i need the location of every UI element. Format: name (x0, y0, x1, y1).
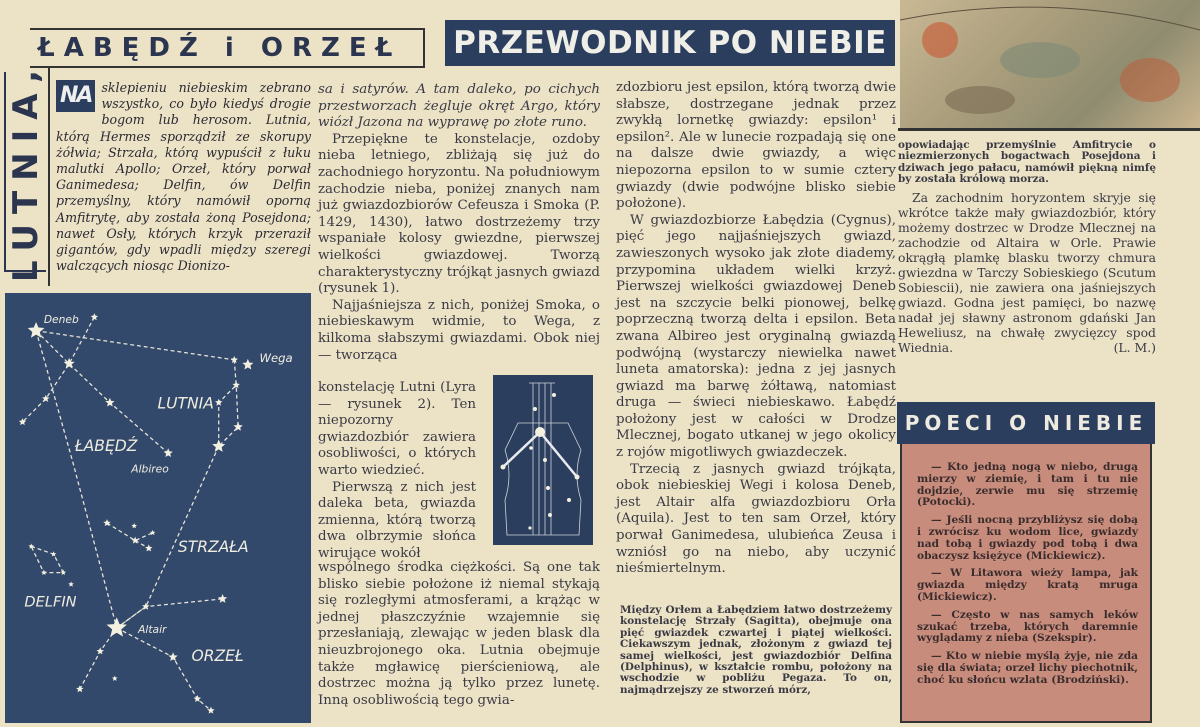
star-icon (131, 523, 137, 528)
star-icon (112, 676, 118, 681)
quote: — Jeśli nocną przybliżysz się dobą i zwrócisz ku wodom lice, gwiazdy nad tobą i gwiazdy pod tobą i dwa obaczysz księżyce (Mickiewicz). (917, 514, 1138, 562)
label-strzala: STRZAŁA (177, 538, 249, 557)
column-2-top (318, 82, 600, 364)
paragraph: Pierwszą z nich jest daleka beta, gwiazda zmienna, którą tworzą dwa olbrzymie słońca wirujące wokół (318, 479, 476, 561)
paragraph: wspólnego środka ciężkości. Są one tak blisko siebie położone iż niemal stykają się rozległymi atmosferami, a krążąc w jednej płaszczyźnie wzajemnie się przesłaniają, zlewając w jeden blask dla nieuzbrojonego oka. Lutnia obejmuje także mgławicę pierścieniową, ale dostrzec można ją tylko przez lunetę. Inną osobliwością tego gwia- (318, 560, 600, 708)
quote: — W Litawora wieży lampa, jak gwiazda między kratą mruga (Mickiewicz). (917, 567, 1138, 603)
star-icon (242, 359, 253, 370)
lyre-figure (493, 375, 593, 545)
star-icon (194, 695, 201, 702)
intro-continuation: sa i satyrów. A tam daleko, po cichych przestworzach żegluje okręt Argo, który wiózł Jazona na wyprawę po złote runo. (318, 82, 600, 131)
star-icon (68, 581, 74, 586)
paragraph: Trzecią z jasnych gwiazd trójkąta, obok niebieskiej Wegi i kolosa Deneb, jest Altair alfa gwiazdozbioru Orła (Aquila). Jest to ten sam Orzeł, który porwał Ganimedesa, ulubieńca Zeusa i wzniósł go na niebo, aby uczynić nieśmiertelnym. (616, 461, 896, 577)
column-2-bottom (318, 560, 600, 709)
label-albireo: Albireo (131, 462, 169, 476)
star-icon (60, 570, 66, 575)
paragraph: Przepiękne te konstelacje, ozdoby nieba letniego, zbliżają się już do zachodniego horyzontu. Na południowym zachodzie nieba, poniżej znanych nam już gwiazdozbiorów Cefeusza i Smoka (P. 1429, 1430), łatwo dostrzeżemy trzy wspaniałe kolosy gwiezdne, pierwszej wielkości gwiazdowej. Tworzą charakterystyczny trójkąt jasnych gwiazd (rysunek 1). (318, 131, 600, 297)
label-lutnia: LUTNIA (157, 394, 214, 413)
label-labedz: ŁABĘDŹ (74, 437, 138, 456)
star-icon (107, 617, 127, 636)
star-icon (212, 440, 225, 452)
intro-text: sklepieniu niebieskim zebrano wszystko, co było kiedyś drogie bogom lub herosom. Lutnia, którą Hermes sporządził ze skorupy żółwia; Strzała, którą wypuścił z łuku malutki Apollo; Orzeł, który porwał Ganimedesa; Delfin, ów Delfin przemyślny, który namówił oporną Amfitrytę, aby została żoną Posejdona; nawet Osły, których krzyk przeraził gigantów, gdy wpadli między szeregi walczących niosąc Dionizo- (56, 80, 311, 274)
star-icon (76, 685, 83, 692)
label-orzel: ORZEŁ (191, 647, 244, 665)
label-wega: Wega (259, 350, 293, 365)
vertical-title-text: LUTNIA, (6, 59, 46, 283)
star-icon (218, 594, 227, 603)
intro-paragraph (56, 80, 311, 274)
star-icon (28, 543, 34, 548)
star-icon (97, 647, 104, 654)
paragraph: zdozbioru jest epsilon, którą tworzą dwie słabsze, dostrzegane jednak przez zwykłą lornetkę gwiazdy: epsilon¹ i epsilon². Ale w lunecie rozpadają się one na dalsze dwie gwiazdy, a więc niepozorna epsilon to w sumie cztery gwiazdy (dwie podwójne blisko siebie położone). (616, 80, 896, 212)
label-delfin: DELFIN (24, 593, 77, 611)
paragraph: W gwiazdozbiorze Łabędzia (Cygnus), pięć jego najjaśniejszych gwiazd, zawieszonych wysoko jak złote diademy, przypomina układem wielki krzyż. Pierwszej wielkości gwiazdowej Deneb jest na szczycie belki pionowej, belkę poprzeczną tworzą delta i epsilon. Beta zwana Albireo jest oryginalną gwiazdą podwójną (wystarczy niewielka nawet luneta amatorska): jedna z jej jasnych gwiazd ma barwę żółtawą, natomiast druga — świeci niebieskawo. Łabędź położony jest w całości w Drodze Mlecznej, bogato utkanej w jego okolicy z rojów migotliwych gwiazdeczek. (616, 212, 896, 461)
star-icon (51, 551, 57, 556)
column-4-small-text: opowiadając przemyślnie Amfitrycie o niezmierzonych bogactwach Posejdona i dziwach jego pałacu, namówił piękną nimfę by została królową morza. (898, 139, 1156, 186)
star-icon (41, 570, 47, 575)
quote: — Kto w niebie myślą żyje, nie zda się dla świata; orzeł lichy piechotnik, choć ku słońcu wzlata (Brodziński). (917, 650, 1138, 686)
article-title (30, 28, 425, 68)
section-header: PRZEWODNIK PO NIEBIE (445, 20, 895, 66)
paragraph: Najjaśniejsza z nich, poniżej Smoka, o niebieskawym widmie, to Wega, z kilkoma słabszymi gwiazdami. Obok niej — tworząca (318, 297, 600, 363)
divider (898, 128, 1200, 131)
drop-initial: NA (56, 80, 95, 112)
star-map-svg (5, 293, 311, 723)
star-icon (215, 399, 222, 406)
lyre-illustration (493, 375, 593, 545)
vertical-title (4, 59, 46, 283)
label-deneb: Deneb (43, 312, 79, 326)
column-3 (616, 80, 896, 578)
star-icon (164, 448, 173, 457)
article-title-text: ŁABĘDŹ i ORZEŁ (38, 33, 402, 63)
column-3-small-text: Między Orłem a Łabędziem łatwo dostrzeżemy konstelację Strzały (Sagitta), obejmuje ona pięć gwiazdek czwartej i piątej wielkości. Ciekawszym jednak, złożonym z gwiazd tej samej wielkości, jest gwiazdozbiór Delfina (Delphinus), w kształcie rombu, położony na wschodzie w pobliżu Pegaza. To on, najmądrzejszy ze stworzeń mórz, (620, 604, 892, 696)
quote: — Często w nas samych leków szukać trzeba, których daremnie wyglądamy z nieba (Szekspir). (917, 608, 1138, 645)
author-signature: (L. M.) (1113, 340, 1156, 355)
paragraph (898, 190, 1156, 355)
star-icon (91, 313, 98, 320)
star-icon (28, 322, 45, 338)
star-map-figure (5, 293, 311, 723)
star-icon (145, 544, 152, 551)
poeci-header: POECI O NIEBIE (897, 402, 1155, 444)
star-icon (168, 652, 177, 661)
celestial-map-illustration (900, 0, 1200, 128)
poeci-box (900, 444, 1152, 723)
illustration-svg (900, 0, 1200, 128)
column-4 (898, 190, 1156, 355)
label-altair: Altair (138, 622, 167, 636)
divider (48, 68, 50, 286)
paragraph-text: Za zachodnim horyzontem skryje się wkrótce także mały gwiazdozbiór, który możemy dostrzec w Drodze Mlecznej na zachodzie od Altaira w Orle. Prawie okrągłą plamkę blasku tworzy chmura gwiezdna w Tarczy Sobieskiego (Scutum Sobiescii), nie zawiera ona jaśniejszych gwiazd. Godna jest pamięci, bo nazwę nadał jej sławny astronom gdański Jan Heweliusz, na chwałę zwycięzcy spod Wiednia. (898, 190, 1156, 355)
paragraph: konstelację Lutni (Lyra — rysunek 2). Ten niepozorny gwiazdozbiór zawiera osobliwości, o których warto wiedzieć. (318, 380, 476, 478)
quote: — Kto jedną nogą w niebo, drugą mierzy w ziemię, i tam i tu nie dojdzie, zerwie mu się strzemię (Potocki). (917, 461, 1138, 509)
column-2-narrow (318, 380, 476, 563)
